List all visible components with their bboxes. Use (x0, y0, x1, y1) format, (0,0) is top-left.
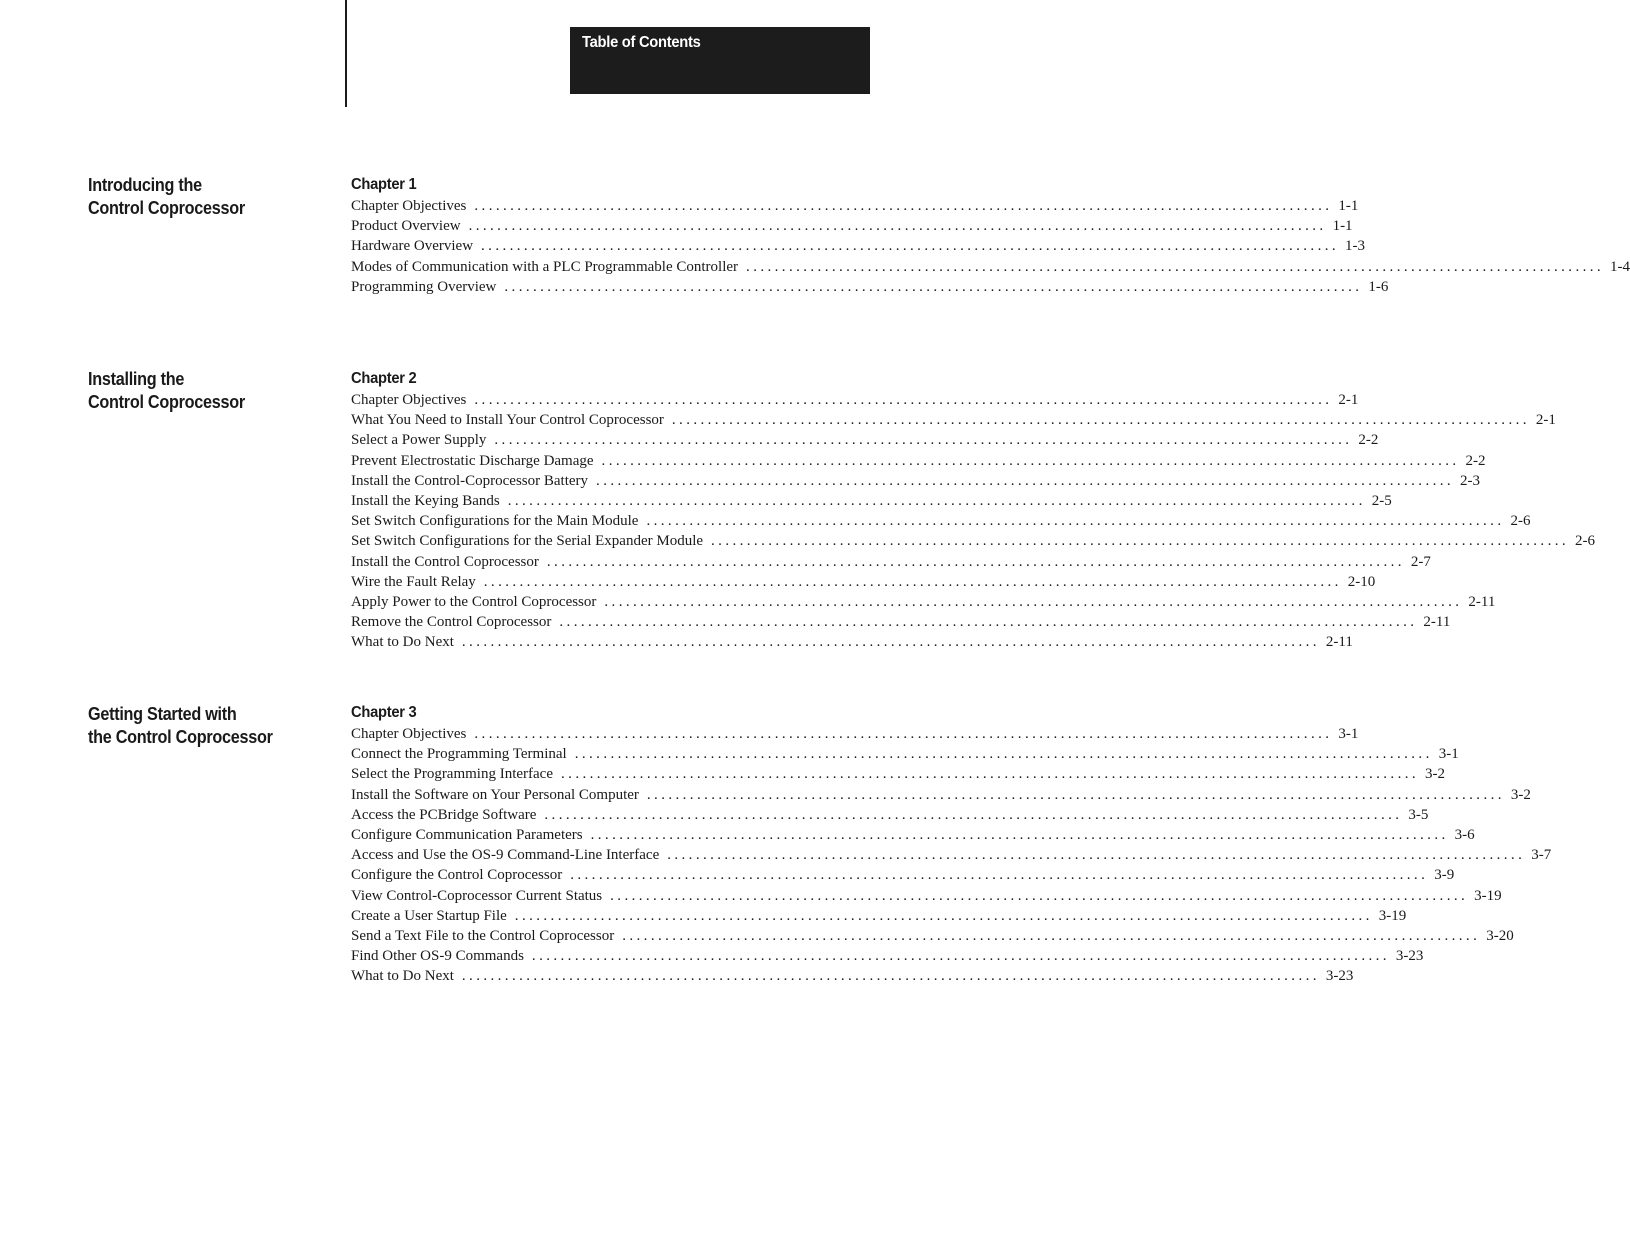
dot-leader: ........................................................................................................................ (494, 432, 1353, 449)
section-heading-line: Installing the (88, 369, 185, 389)
toc-entry-title: Find Other OS-9 Commands (351, 948, 524, 965)
toc-entry-page: 2-11 (1423, 614, 1451, 631)
toc-entry[interactable] (351, 257, 1630, 277)
dot-leader: ........................................................................................................................ (596, 472, 1455, 489)
toc-entry[interactable] (351, 966, 1354, 986)
toc-list (351, 724, 1552, 986)
toc-entry-title: Chapter Objectives (351, 392, 467, 408)
toc-entry[interactable] (351, 216, 1353, 236)
chapter-1-block (351, 175, 1630, 297)
dot-leader: ........................................................................................................................ (604, 593, 1463, 610)
section-tab (570, 27, 870, 94)
dot-leader: ........................................................................................................................ (646, 513, 1505, 530)
section-heading-2 (88, 368, 304, 414)
toc-entry-page: 3-23 (1325, 968, 1354, 985)
chapter-label: Chapter 1 (351, 176, 417, 193)
toc-entry-page: 2-6 (1510, 513, 1531, 530)
dot-leader: ........................................................................................................................ (667, 847, 1526, 864)
toc-entry-title: What to Do Next (351, 968, 454, 985)
toc-entry-title: Install the Control Coprocessor (351, 553, 539, 570)
toc-entry-title: Set Switch Configurations for the Main Module (351, 513, 639, 530)
dot-leader: ........................................................................................................................ (601, 452, 1460, 469)
section-heading-line: Introducing the (88, 175, 202, 195)
toc-entry-title: Set Switch Configurations for the Serial Expander Module (351, 533, 704, 550)
toc-entry[interactable] (351, 196, 1359, 216)
toc-entry-title: Apply Power to the Control Coprocessor (351, 593, 597, 610)
toc-entry-page: 1-1 (1338, 198, 1359, 214)
toc-entry-page: 3-19 (1474, 887, 1502, 904)
toc-entry[interactable] (351, 236, 1366, 256)
toc-entry-page: 3-2 (1510, 786, 1531, 803)
toc-entry-page: 2-3 (1460, 472, 1481, 489)
toc-entry[interactable] (351, 632, 1353, 652)
toc-entry-page: 1-1 (1332, 218, 1353, 235)
dot-leader: ........................................................................................................................ (559, 614, 1418, 631)
toc-entry-title: Access and Use the OS-9 Command-Line Interface (351, 847, 660, 864)
dot-leader: ........................................................................................................................ (622, 927, 1481, 944)
toc-entry-title: Install the Software on Your Personal Computer (351, 786, 639, 803)
toc-entry-page: 3-20 (1486, 927, 1514, 944)
dot-leader: ........................................................................................................................ (544, 806, 1403, 823)
toc-entry[interactable] (351, 825, 1475, 845)
toc-entry-page: 3-9 (1434, 867, 1455, 884)
dot-leader: ........................................................................................................................ (481, 238, 1340, 255)
toc-entry-page: 3-19 (1378, 907, 1407, 924)
toc-entry-page: 3-5 (1408, 806, 1429, 823)
toc-entry[interactable] (351, 592, 1496, 612)
toc-entry-title: Chapter Objectives (351, 726, 467, 742)
toc-entry-title: What to Do Next (351, 634, 454, 651)
toc-entry-page: 2-11 (1468, 593, 1496, 610)
toc-entry[interactable] (351, 764, 1446, 784)
toc-entry-title: Configure the Control Coprocessor (351, 867, 563, 884)
chapter-2-block (351, 369, 1596, 652)
toc-entry[interactable] (351, 511, 1531, 531)
dot-leader: ........................................................................................................................ (514, 907, 1373, 924)
toc-entry-page: 3-2 (1425, 766, 1446, 783)
toc-entry[interactable] (351, 845, 1552, 865)
toc-entry[interactable] (351, 430, 1379, 450)
chapter-label: Chapter 2 (351, 370, 417, 387)
section-heading-line: Getting Started with (88, 704, 237, 724)
dot-leader: ........................................................................................................................ (504, 278, 1363, 295)
toc-entry-page: 1-3 (1345, 238, 1366, 255)
header-vertical-rule (345, 0, 347, 107)
section-heading-line: Control Coprocessor (88, 198, 245, 218)
toc-entry-page: 1-6 (1368, 278, 1389, 295)
toc-entry[interactable] (351, 410, 1556, 430)
dot-leader: ........................................................................................................................ (590, 826, 1449, 843)
toc-entry-title: Access the PCBridge Software (351, 806, 537, 823)
dot-leader: ........................................................................................................................ (474, 198, 1333, 214)
dot-leader: ........................................................................................................................ (671, 412, 1530, 429)
toc-entry[interactable] (351, 471, 1481, 491)
toc-entry[interactable] (351, 805, 1429, 825)
dot-leader: ........................................................................................................................ (461, 634, 1320, 651)
dot-leader: ........................................................................................................................ (574, 746, 1433, 763)
dot-leader: ........................................................................................................................ (507, 492, 1366, 509)
toc-entry-page: 3-1 (1438, 746, 1459, 763)
dot-leader: ........................................................................................................................ (468, 218, 1327, 235)
toc-entry-title: Select the Programming Interface (351, 766, 554, 783)
toc-entry-title: Create a User Startup File (351, 907, 507, 924)
toc-entry-page: 3-23 (1395, 948, 1424, 965)
toc-entry-page: 2-1 (1338, 392, 1359, 408)
toc-entry-title: Programming Overview (351, 278, 497, 295)
dot-leader: ........................................................................................................................ (570, 867, 1429, 884)
toc-entry-page: 2-1 (1535, 412, 1556, 429)
toc-entry[interactable] (351, 886, 1502, 906)
toc-entry-title: Configure Communication Parameters (351, 826, 583, 843)
toc-entry-title: Chapter Objectives (351, 198, 467, 214)
toc-entry-title: What You Need to Install Your Control Coprocessor (351, 412, 664, 429)
toc-entry-page: 2-2 (1465, 452, 1486, 469)
toc-entry-page: 2-11 (1325, 634, 1353, 651)
toc-entry[interactable] (351, 865, 1455, 885)
toc-entry[interactable] (351, 946, 1424, 966)
chapter-3-block (351, 703, 1552, 986)
toc-entry[interactable] (351, 744, 1459, 764)
dot-leader: ........................................................................................................................ (483, 573, 1342, 590)
toc-entry-page: 2-6 (1575, 533, 1596, 550)
dot-leader: ........................................................................................................................ (561, 766, 1420, 783)
section-heading-3 (88, 703, 304, 749)
section-heading-1 (88, 174, 304, 220)
page-title: Table of Contents (582, 34, 701, 51)
toc-entry-title: View Control-Coprocessor Current Status (351, 887, 603, 904)
toc-entry-title: Hardware Overview (351, 238, 474, 255)
toc-entry-page: 2-5 (1371, 492, 1392, 509)
section-heading-line: the Control Coprocessor (88, 727, 273, 747)
toc-list (351, 196, 1630, 297)
toc-entry-page: 3-6 (1454, 826, 1475, 843)
toc-entry-title: Install the Keying Bands (351, 492, 500, 509)
toc-entry-page: 1-4 (1610, 258, 1630, 275)
toc-entry[interactable] (351, 390, 1359, 410)
chapter-label: Chapter 3 (351, 704, 417, 721)
toc-entry[interactable] (351, 612, 1451, 632)
toc-entry[interactable] (351, 552, 1431, 572)
toc-entry-title: Product Overview (351, 218, 461, 235)
toc-entry-title: Remove the Control Coprocessor (351, 614, 552, 631)
dot-leader: ........................................................................................................................ (546, 553, 1405, 570)
toc-entry-page: 3-7 (1531, 847, 1552, 864)
toc-entry-page: 2-2 (1358, 432, 1379, 449)
toc-entry-page: 2-7 (1410, 553, 1431, 570)
toc-entry-title: Modes of Communication with a PLC Programmable Controller (351, 258, 739, 275)
dot-leader: ........................................................................................................................ (474, 726, 1333, 742)
toc-entry[interactable] (351, 572, 1376, 592)
toc-entry[interactable] (351, 531, 1596, 551)
toc-list (351, 390, 1596, 652)
dot-leader: ........................................................................................................................ (711, 533, 1570, 550)
dot-leader: ........................................................................................................................ (474, 392, 1333, 408)
toc-entry-title: Send a Text File to the Control Coprocessor (351, 927, 615, 944)
toc-entry-title: Install the Control-Coprocessor Battery (351, 472, 589, 489)
toc-entry[interactable] (351, 906, 1407, 926)
toc-entry[interactable] (351, 277, 1389, 297)
toc-entry-title: Prevent Electrostatic Discharge Damage (351, 452, 594, 469)
toc-entry[interactable] (351, 451, 1486, 471)
dot-leader: ........................................................................................................................ (531, 948, 1390, 965)
toc-entry[interactable] (351, 724, 1359, 744)
toc-entry-title: Connect the Programming Terminal (351, 746, 567, 763)
toc-entry[interactable] (351, 491, 1392, 511)
dot-leader: ........................................................................................................................ (610, 887, 1469, 904)
toc-entry-page: 3-1 (1338, 726, 1359, 742)
toc-entry-page: 2-10 (1347, 573, 1376, 590)
dot-leader: ........................................................................................................................ (461, 968, 1320, 985)
toc-entry-title: Select a Power Supply (351, 432, 487, 449)
toc-entry[interactable] (351, 785, 1531, 805)
dot-leader: ........................................................................................................................ (746, 258, 1605, 275)
toc-entry-title: Wire the Fault Relay (351, 573, 476, 590)
section-heading-line: Control Coprocessor (88, 392, 245, 412)
toc-entry[interactable] (351, 926, 1514, 946)
dot-leader: ........................................................................................................................ (646, 786, 1505, 803)
